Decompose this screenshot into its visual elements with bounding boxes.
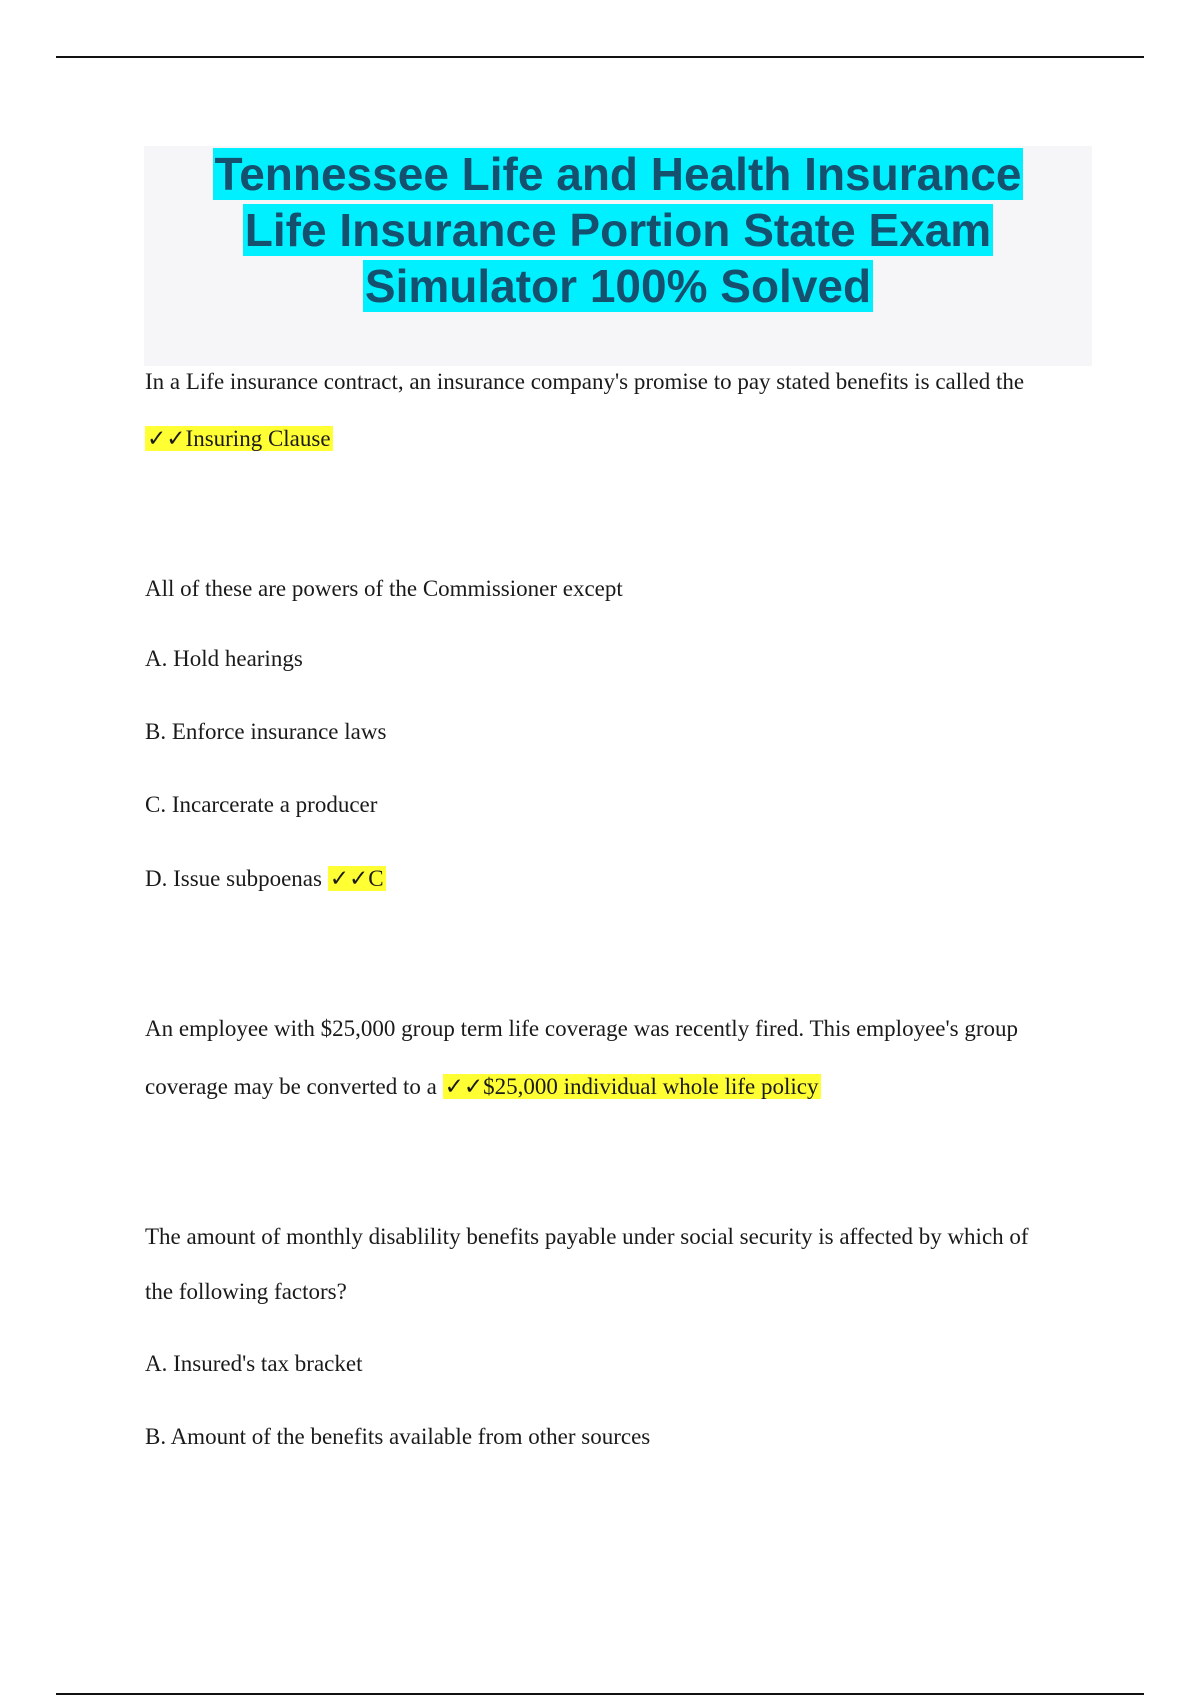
- question-3-text-line-2-row: [145, 1073, 821, 1101]
- title-line-1: Tennessee Life and Health Insurance: [214, 148, 1022, 200]
- top-rule: [56, 56, 1144, 58]
- question-1-answer: ✓✓Insuring Clause: [147, 426, 331, 451]
- question-2-answer: ✓✓C: [329, 866, 384, 891]
- question-2-option-c: C. Incarcerate a producer: [145, 792, 378, 817]
- question-2-text: All of these are powers of the Commissioner except: [145, 576, 623, 601]
- question-3-answer: ✓✓$25,000 individual whole life policy: [444, 1074, 819, 1099]
- question-4-text-line-1: The amount of monthly disablility benefits payable under social security is affected by which of: [145, 1224, 1029, 1249]
- question-3-text-line-1: An employee with $25,000 group term life coverage was recently fired. This employee's group: [145, 1016, 1018, 1041]
- question-4-option-a: A. Insured's tax bracket: [145, 1351, 363, 1376]
- question-2-option-d: D. Issue subpoenas: [145, 866, 322, 891]
- question-1-answer-line: [145, 425, 333, 453]
- question-1-text: In a Life insurance contract, an insurance company's promise to pay stated benefits is called the: [145, 369, 1025, 394]
- title-block: [144, 146, 1092, 366]
- document-title: [144, 146, 1092, 314]
- question-2-option-a: A. Hold hearings: [145, 646, 303, 671]
- title-line-2: Life Insurance Portion State Exam: [244, 204, 992, 256]
- question-4-text-line-2: the following factors?: [145, 1279, 347, 1304]
- question-2-option-d-line: [145, 865, 386, 893]
- bottom-rule: [56, 1693, 1144, 1695]
- question-4-option-b: B. Amount of the benefits available from other sources: [145, 1424, 651, 1449]
- question-3-text-line-2: coverage may be converted to a: [145, 1074, 437, 1099]
- question-2-option-b: B. Enforce insurance laws: [145, 719, 387, 744]
- title-line-3: Simulator 100% Solved: [364, 260, 872, 312]
